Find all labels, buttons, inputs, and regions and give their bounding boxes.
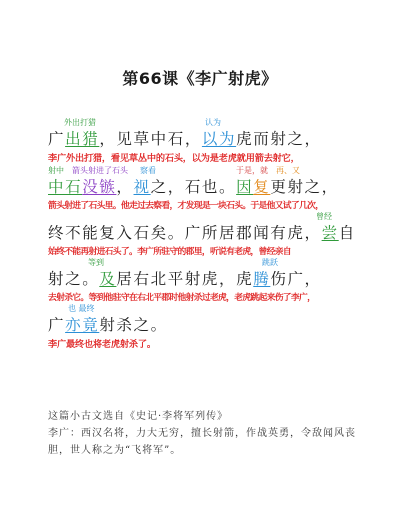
translation-line-5: 李广最终也将老虎射杀了。 xyxy=(48,339,156,350)
annotation-cha-kan: 察看 xyxy=(140,166,156,175)
translation-line-3: 始终不能再射进石头了。李广所驻守的郡里，听说有老虎，曾经亲自 xyxy=(48,247,291,257)
seg: 自 xyxy=(338,224,356,242)
text-row-5 xyxy=(48,304,368,368)
annotation-yu-shi: 于是，就 xyxy=(236,166,268,175)
classical-line-5 xyxy=(48,315,168,335)
annotation-ye-zui-zhong: 也 最终 xyxy=(68,304,95,313)
highlight-yi-jing: 亦竟 xyxy=(65,316,100,334)
page-title: 第66课《李广射虎》 xyxy=(122,69,278,88)
seg: 伤广， xyxy=(270,270,322,288)
seg: 广 xyxy=(48,316,66,334)
seg: 之，石也。 xyxy=(150,178,237,196)
highlight-chu-lie: 出猎 xyxy=(65,130,100,148)
highlight-mo-zu: 没镞 xyxy=(82,178,117,196)
translation-line-2: 箭头射进了石头里。他走过去察看，才发现是一块石头。于是他又试了几次， xyxy=(48,201,324,211)
seg: 虎而射之， xyxy=(236,130,322,148)
highlight-shi: 视 xyxy=(133,178,151,196)
translation-line-4: 去射杀它。等到他驻守在右北平郡时他射杀过老虎，老虎跳起来伤了李广， xyxy=(48,293,316,303)
highlight-teng: 腾 xyxy=(253,270,271,288)
annotation-ceng-jing: 曾经 xyxy=(316,212,332,221)
source-line: 这篇小古文选自《史记·李将军列传》 xyxy=(48,411,229,422)
author-note: 李广：西汉名将，力大无穷，擅长射箭，作战英勇，令敌闻风丧胆，世人称之为“飞将军”。 xyxy=(48,428,356,456)
source-note xyxy=(48,408,368,459)
annotation-wai-chu-da-lie: 外出打猎 xyxy=(64,118,96,127)
annotation-tiao-yue: 跳跃 xyxy=(262,258,278,267)
classical-line-1 xyxy=(48,129,322,149)
annotation-zai-you: 再、又 xyxy=(276,166,300,175)
highlight-zhong-shi: 中石 xyxy=(48,178,83,196)
seg: 终不能复入石矣。广所居郡闻有虎， xyxy=(48,224,322,242)
translation-line-1: 李广外出打猎，看见草丛中的石头，以为是老虎就用箭去射它， xyxy=(48,153,300,164)
classical-line-2 xyxy=(48,177,339,197)
highlight-yi-wei: 以为 xyxy=(201,130,237,148)
annotation-she-zhong: 射中 xyxy=(48,166,64,175)
highlight-ji: 及 xyxy=(99,270,117,288)
highlight-chang: 尝 xyxy=(321,224,339,242)
annotation-deng-dao: 等到 xyxy=(88,258,104,267)
seg: ，见草中石， xyxy=(99,130,202,148)
seg: 射杀之。 xyxy=(99,316,168,334)
seg: ， xyxy=(116,178,134,196)
classical-line-4 xyxy=(48,269,322,289)
annotation-ren-wei: 认为 xyxy=(205,118,221,127)
classical-line-3 xyxy=(48,223,356,243)
seg: 更射之， xyxy=(270,178,339,196)
seg: 广 xyxy=(48,130,66,148)
highlight-yin: 因 xyxy=(236,178,254,196)
seg: 射之。 xyxy=(48,270,100,288)
annotation-jian-tou: 箭头射进了石头 xyxy=(72,166,128,175)
seg: 居右北平射虎，虎 xyxy=(116,270,254,288)
highlight-fu: 复 xyxy=(253,178,271,196)
